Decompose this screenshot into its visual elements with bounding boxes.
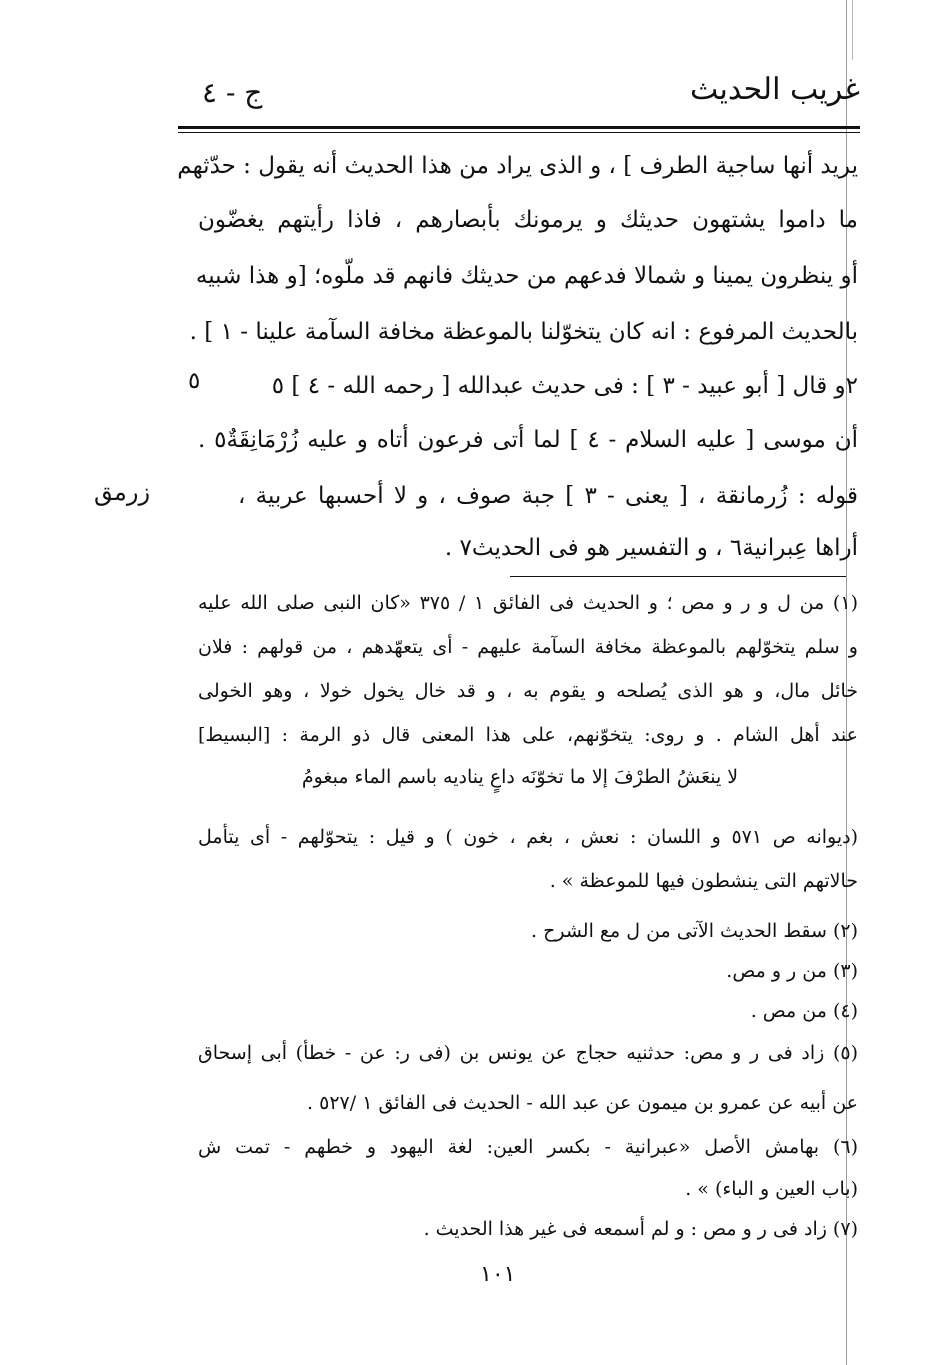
footnote-line: (١) من ل و ر و مص ؛ و الحديث فى الفائق ١ / ٣٧٥ «كان النبى صلى الله عليه — [198, 592, 858, 614]
page-gutter-line-secondary — [852, 0, 853, 60]
footnote-line: و سلم يتخوّلهم بالموعظة مخافة السآمة عليهم - أى يتعهّدهم ، من قولهم : فلان — [198, 636, 858, 658]
line-number: ٥ — [188, 368, 201, 394]
header-rule-thin — [178, 132, 860, 133]
footnote-line: (٢) سقط الحديث الآتى من ل مع الشرح . — [531, 920, 858, 942]
footnote-line: خائل مال، و هو الذى يُصلحه و يقوم به ، و قد خال يخول خولا ، وهو الخولى — [198, 680, 858, 702]
body-line: أراها عِبرانية٦ ، و التفسير هو فى الحديث٧ . — [444, 535, 858, 561]
book-title: غريب الحديث — [690, 72, 860, 107]
volume-label: ج - ٤ — [202, 76, 263, 109]
footnote-separator — [510, 576, 846, 577]
body-line: أن موسى [ عليه السلام - ٤ ] لما أتى فرعون أتاه و عليه زُرْمَانِقَةٌ٥ . — [198, 427, 858, 453]
footnote-line: (٧) زاد فى ر و مص : و لم أسمعه فى غير هذا الحديث . — [423, 1218, 858, 1240]
body-line: ما داموا يشتهون حديثك و يرمونك بأبصارهم ، فاذا رأيتهم يغضّون — [198, 207, 858, 233]
footnote-line: (ديوانه ص ٥٧١ و اللسان : نعش ، بغم ، خون ) و قيل : يتحوّلهم - أى يتأمل — [198, 826, 859, 848]
page-number: ١٠١ — [480, 1262, 516, 1287]
footnote-line: عند أهل الشام . و روى: يتخوّنهم، على هذا المعنى قال ذو الرمة : [البسيط] — [198, 724, 858, 746]
body-line: بالحديث المرفوع : انه كان يتخوّلنا بالموعظة مخافة السآمة علينا - ١ ] . — [189, 319, 858, 345]
running-header — [180, 72, 860, 122]
margin-headword: زرمق — [94, 478, 151, 506]
footnote-line: (باب العين و الباء) » . — [685, 1178, 858, 1200]
body-line: يريد أنها ساجية الطرف ] ، و الذى يراد من هذا الحديث أنه يقول : حدّثهم — [177, 153, 858, 179]
body-line: ٢و قال [ أبو عبيد - ٣ ] : فى حديث عبدالله [ رحمه الله - ٤ ] ٥ — [271, 373, 858, 399]
body-line: أو ينظرون يمينا و شمالا فدعهم من حديثك فانهم قد ملّوه؛ [و هذا شبيه — [195, 263, 858, 289]
footnote-verse: لا ينعَشُ الطرْفَ إلا ما تخوّنَه داعٍ يناديه باسم الماء مبغومُ — [301, 766, 739, 788]
footnote-line: (٤) من مص . — [750, 1000, 858, 1022]
footnote-line: (٥) زاد فى ر و مص: حدثنيه حجاج عن يونس بن (فى ر: عن - خطأ) أبى إسحاق — [198, 1042, 858, 1064]
footnote-line: (٣) من ر و مص. — [726, 960, 858, 982]
body-line: قوله : زُرمانقة ، [ يعنى - ٣ ] جبة صوف ، و لا أحسبها عربية ، — [238, 483, 858, 509]
header-rule-thick — [178, 126, 860, 129]
footnote-line: حالاتهم التى ينشطون فيها للموعظة » . — [549, 870, 858, 892]
footnote-line: (٦) بهامش الأصل «عبرانية - بكسر العين: لغة اليهود و خطهم - تمت ش — [198, 1136, 858, 1158]
footnote-line: عن أبيه عن عمرو بن ميمون عن عبد الله - الحديث فى الفائق ١ /٥٢٧ . — [307, 1092, 858, 1114]
